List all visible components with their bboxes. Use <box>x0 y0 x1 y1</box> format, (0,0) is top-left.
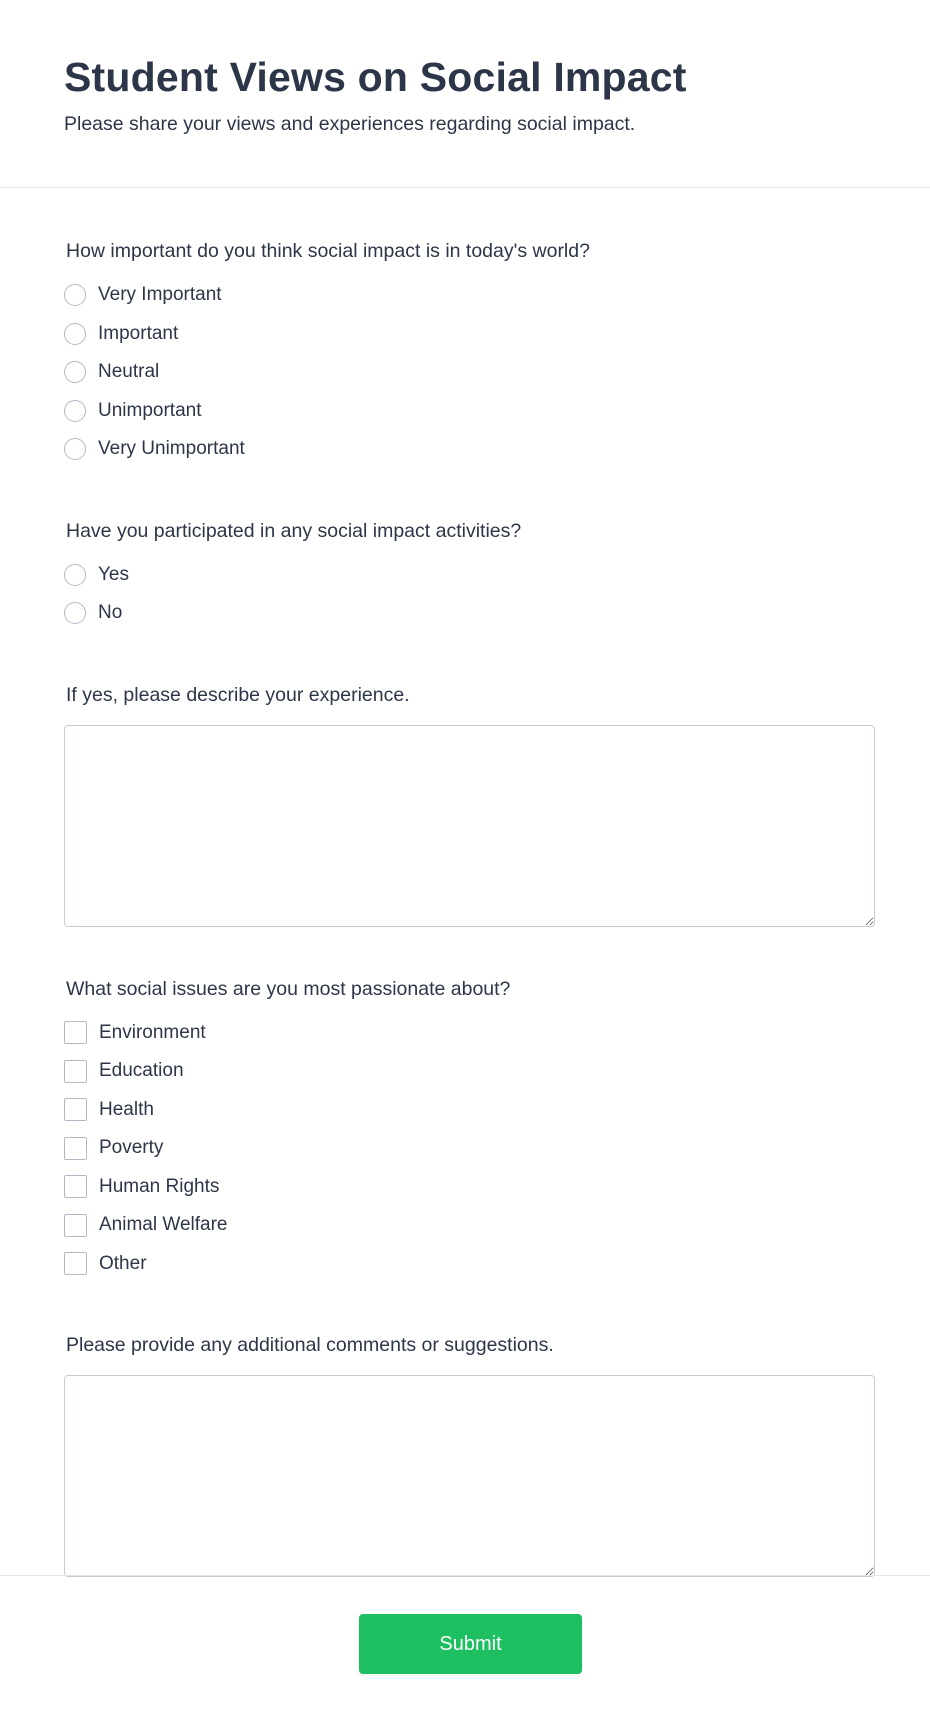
option-label: Education <box>99 1060 184 1082</box>
checkbox[interactable] <box>64 1214 87 1237</box>
question-comments <box>64 1332 875 1577</box>
checkbox[interactable] <box>64 1252 87 1275</box>
option-label: Environment <box>99 1021 206 1043</box>
radio-option-yes[interactable] <box>64 556 875 595</box>
option-label: Health <box>99 1098 154 1120</box>
experience-textarea[interactable] <box>64 725 875 927</box>
option-label: Other <box>99 1252 147 1274</box>
question-label: Have you participated in any social impact activities? <box>66 519 522 542</box>
checkbox-option-human-rights[interactable] <box>64 1168 875 1207</box>
form-body <box>0 188 930 1577</box>
option-label: Very Important <box>98 284 222 306</box>
submit-button[interactable]: Submit <box>359 1614 582 1674</box>
radio-button[interactable] <box>64 400 86 422</box>
form-title: Student Views on Social Impact <box>64 54 687 100</box>
checkbox-option-education[interactable] <box>64 1052 875 1091</box>
question-importance <box>64 238 875 469</box>
form-footer <box>0 1575 930 1722</box>
checkbox[interactable] <box>64 1021 87 1044</box>
checkbox[interactable] <box>64 1098 87 1121</box>
question-label: What social issues are you most passionate about? <box>66 977 511 1000</box>
radio-option-unimportant[interactable] <box>64 392 875 431</box>
comments-textarea[interactable] <box>64 1375 875 1577</box>
radio-button[interactable] <box>64 438 86 460</box>
radio-option-very-unimportant[interactable] <box>64 430 875 469</box>
radio-option-no[interactable] <box>64 594 875 633</box>
option-label: Yes <box>98 563 129 585</box>
radio-button[interactable] <box>64 564 86 586</box>
checkbox-option-environment[interactable] <box>64 1014 875 1053</box>
option-label: Important <box>98 322 179 344</box>
question-participation <box>64 518 875 633</box>
radio-option-important[interactable] <box>64 315 875 354</box>
form-header <box>0 0 930 188</box>
question-issues <box>64 976 875 1284</box>
option-label: Neutral <box>98 361 160 383</box>
option-label: Human Rights <box>99 1175 220 1197</box>
checkbox[interactable] <box>64 1137 87 1160</box>
question-experience <box>64 682 875 927</box>
checkbox[interactable] <box>64 1175 87 1198</box>
radio-button[interactable] <box>64 284 86 306</box>
radio-option-neutral[interactable] <box>64 353 875 392</box>
question-label: Please provide any additional comments or suggestions. <box>66 1334 554 1356</box>
form-subtitle: Please share your views and experiences regarding social impact. <box>64 113 636 135</box>
radio-button[interactable] <box>64 323 86 345</box>
option-label: Unimportant <box>98 399 202 421</box>
radio-button[interactable] <box>64 602 86 624</box>
radio-option-very-important[interactable] <box>64 276 875 315</box>
option-label: Poverty <box>99 1137 164 1159</box>
checkbox-option-health[interactable] <box>64 1091 875 1130</box>
checkbox[interactable] <box>64 1060 87 1083</box>
option-label: Animal Welfare <box>99 1214 228 1236</box>
question-label: If yes, please describe your experience. <box>66 683 410 706</box>
option-label: No <box>98 602 123 624</box>
question-label: How important do you think social impact is in today's world? <box>66 240 590 262</box>
radio-button[interactable] <box>64 361 86 383</box>
checkbox-option-animal-welfare[interactable] <box>64 1206 875 1245</box>
option-label: Very Unimportant <box>98 438 245 460</box>
checkbox-option-other[interactable] <box>64 1245 875 1284</box>
checkbox-option-poverty[interactable] <box>64 1129 875 1168</box>
